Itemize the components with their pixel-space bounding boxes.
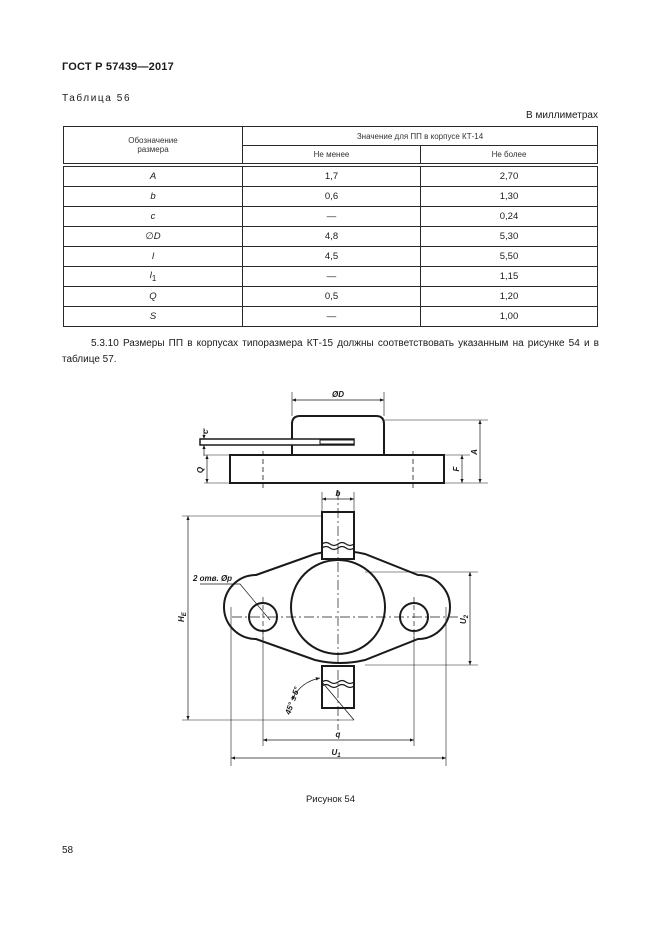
cell-min: 4,8 (243, 227, 421, 247)
units-note: В миллиметрах (526, 110, 598, 121)
table-row (64, 247, 598, 267)
label-q-side: Q (196, 466, 205, 474)
flange-side (230, 455, 444, 483)
cell-designation: S (64, 307, 243, 327)
cell-max: 1,30 (421, 187, 598, 207)
cell-max: 2,70 (421, 167, 598, 187)
page-number: 58 (62, 845, 74, 856)
cell-designation: A (64, 167, 243, 187)
cell-designation: ∅D (64, 227, 243, 247)
cell-min: 4,5 (243, 247, 421, 267)
table-row (64, 267, 598, 287)
figure-caption: Рисунок 54 (305, 794, 356, 805)
cell-max: 1,20 (421, 287, 598, 307)
table-row (64, 227, 598, 247)
cell-min: — (243, 307, 421, 327)
label-angle: 45° ± 5° (283, 685, 302, 716)
cap-side (292, 416, 384, 455)
cell-max: 1,00 (421, 307, 598, 327)
cell-designation: Q (64, 287, 243, 307)
header-max: Не более (421, 146, 598, 164)
side-view (200, 392, 488, 488)
cell-min: 1,7 (243, 167, 421, 187)
header-designation: Обозначение размера (64, 127, 243, 164)
cell-designation: b (64, 187, 243, 207)
cell-min: — (243, 207, 421, 227)
paragraph-5-3-10: 5.3.10 Размеры ПП в корпусах типоразмера КТ-15 должны соответствовать указанным на рисунке 54 и в таблице 57. (62, 338, 599, 365)
table-row (64, 287, 598, 307)
cell-max: 1,15 (421, 267, 598, 287)
cell-designation: $l_1$ (64, 267, 243, 287)
package-drawing (160, 382, 479, 777)
table-caption: Таблица 56 (62, 93, 132, 104)
cell-min: 0,6 (243, 187, 421, 207)
table-body (64, 167, 598, 327)
label-diameter-d: ØD (332, 390, 344, 399)
label-he: $H_E$ (177, 612, 188, 622)
cell-max: 5,30 (421, 227, 598, 247)
cell-min: 0,5 (243, 287, 421, 307)
table-row (64, 187, 598, 207)
table-row (64, 167, 598, 187)
document-header: ГОСТ Р 57439—2017 (62, 61, 174, 73)
label-u2: $U_2$ (459, 614, 470, 624)
cell-max: 0,24 (421, 207, 598, 227)
label-f: F (452, 466, 461, 472)
label-holes: 2 отв. Øp (193, 574, 233, 583)
cell-min: — (243, 267, 421, 287)
label-b: b (335, 489, 341, 498)
cell-max: 5,50 (421, 247, 598, 267)
dimensions-table (63, 126, 598, 327)
label-a: A (470, 449, 479, 455)
cell-designation: c (64, 207, 243, 227)
table-row (64, 307, 598, 327)
label-u1: $U_1$ (331, 748, 341, 759)
label-q: q (335, 730, 341, 739)
table-row (64, 207, 598, 227)
top-view (182, 490, 478, 766)
header-value-group: Значение для ПП в корпусе КТ-14 (243, 127, 598, 146)
label-c: c (201, 429, 210, 434)
header-min: Не менее (243, 146, 421, 164)
cell-designation: l (64, 247, 243, 267)
